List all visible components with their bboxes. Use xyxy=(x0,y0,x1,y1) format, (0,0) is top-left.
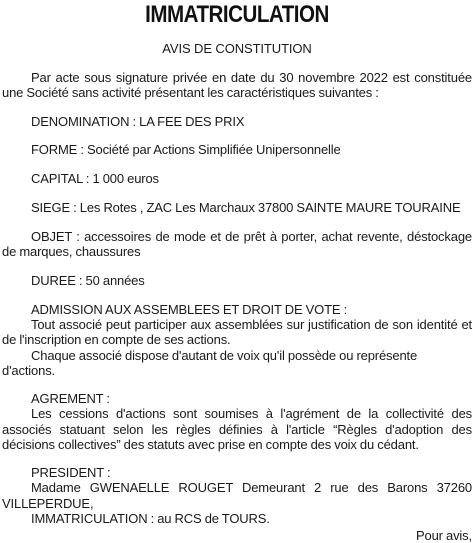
duree-field: DUREE : 50 années xyxy=(31,272,145,288)
intro-paragraph: Par acte sous signature privée en date du 30 novembre 2022 est constituée une Société sans activité présentant les caractéristiques suivantes : xyxy=(2,69,472,100)
legal-notice xyxy=(2,0,472,543)
agrement-paragraph: Les cessions d'actions sont soumises à l'agrément de la collectivité des associés statuant selon les règles définies à l'article “Règles d'adoption des décisions collectives” des statuts avec prise en compte des voix du cédant. xyxy=(2,406,472,452)
forme-field: FORME : Société par Actions Simplifiée Unipersonnelle xyxy=(31,142,341,158)
president-heading: PRESIDENT : xyxy=(31,464,111,480)
siege-field: SIEGE : Les Rotes , ZAC Les Marchaux 37800 SAINTE MAURE TOURAINE xyxy=(31,199,461,215)
president-paragraph: Madame GWENAELLE ROUGET Demeurant 2 rue des Barons 37260 VILLEPERDUE, xyxy=(2,480,472,511)
admission-paragraph-1: Tout associé peut participer aux assemblées sur justification de son identité et de l'inscription en compte de ses actions. xyxy=(2,316,472,348)
notice-title: IMMATRICULATION xyxy=(145,1,329,28)
immatriculation-line: IMMATRICULATION : au RCS de TOURS. xyxy=(31,510,270,526)
admission-heading: ADMISSION AUX ASSEMBLEES ET DROIT DE VOTE : xyxy=(31,301,348,317)
denomination-field: DENOMINATION : LA FEE DES PRIX xyxy=(31,113,245,129)
signature-line: Pour avis, xyxy=(415,528,472,543)
admission-paragraph-2: Chaque associé dispose d'autant de voix qu'il possède ou représente d'actions. xyxy=(2,347,418,378)
capital-field: CAPITAL : 1 000 euros xyxy=(31,171,159,187)
objet-field: OBJET : accessoires de mode et de prêt à porter, achat revente, déstockage de marques, chaussures xyxy=(2,228,472,260)
notice-body xyxy=(2,56,472,543)
agrement-heading: AGREMENT : xyxy=(31,390,110,406)
notice-subtitle: AVIS DE CONSTITUTION xyxy=(162,41,312,56)
